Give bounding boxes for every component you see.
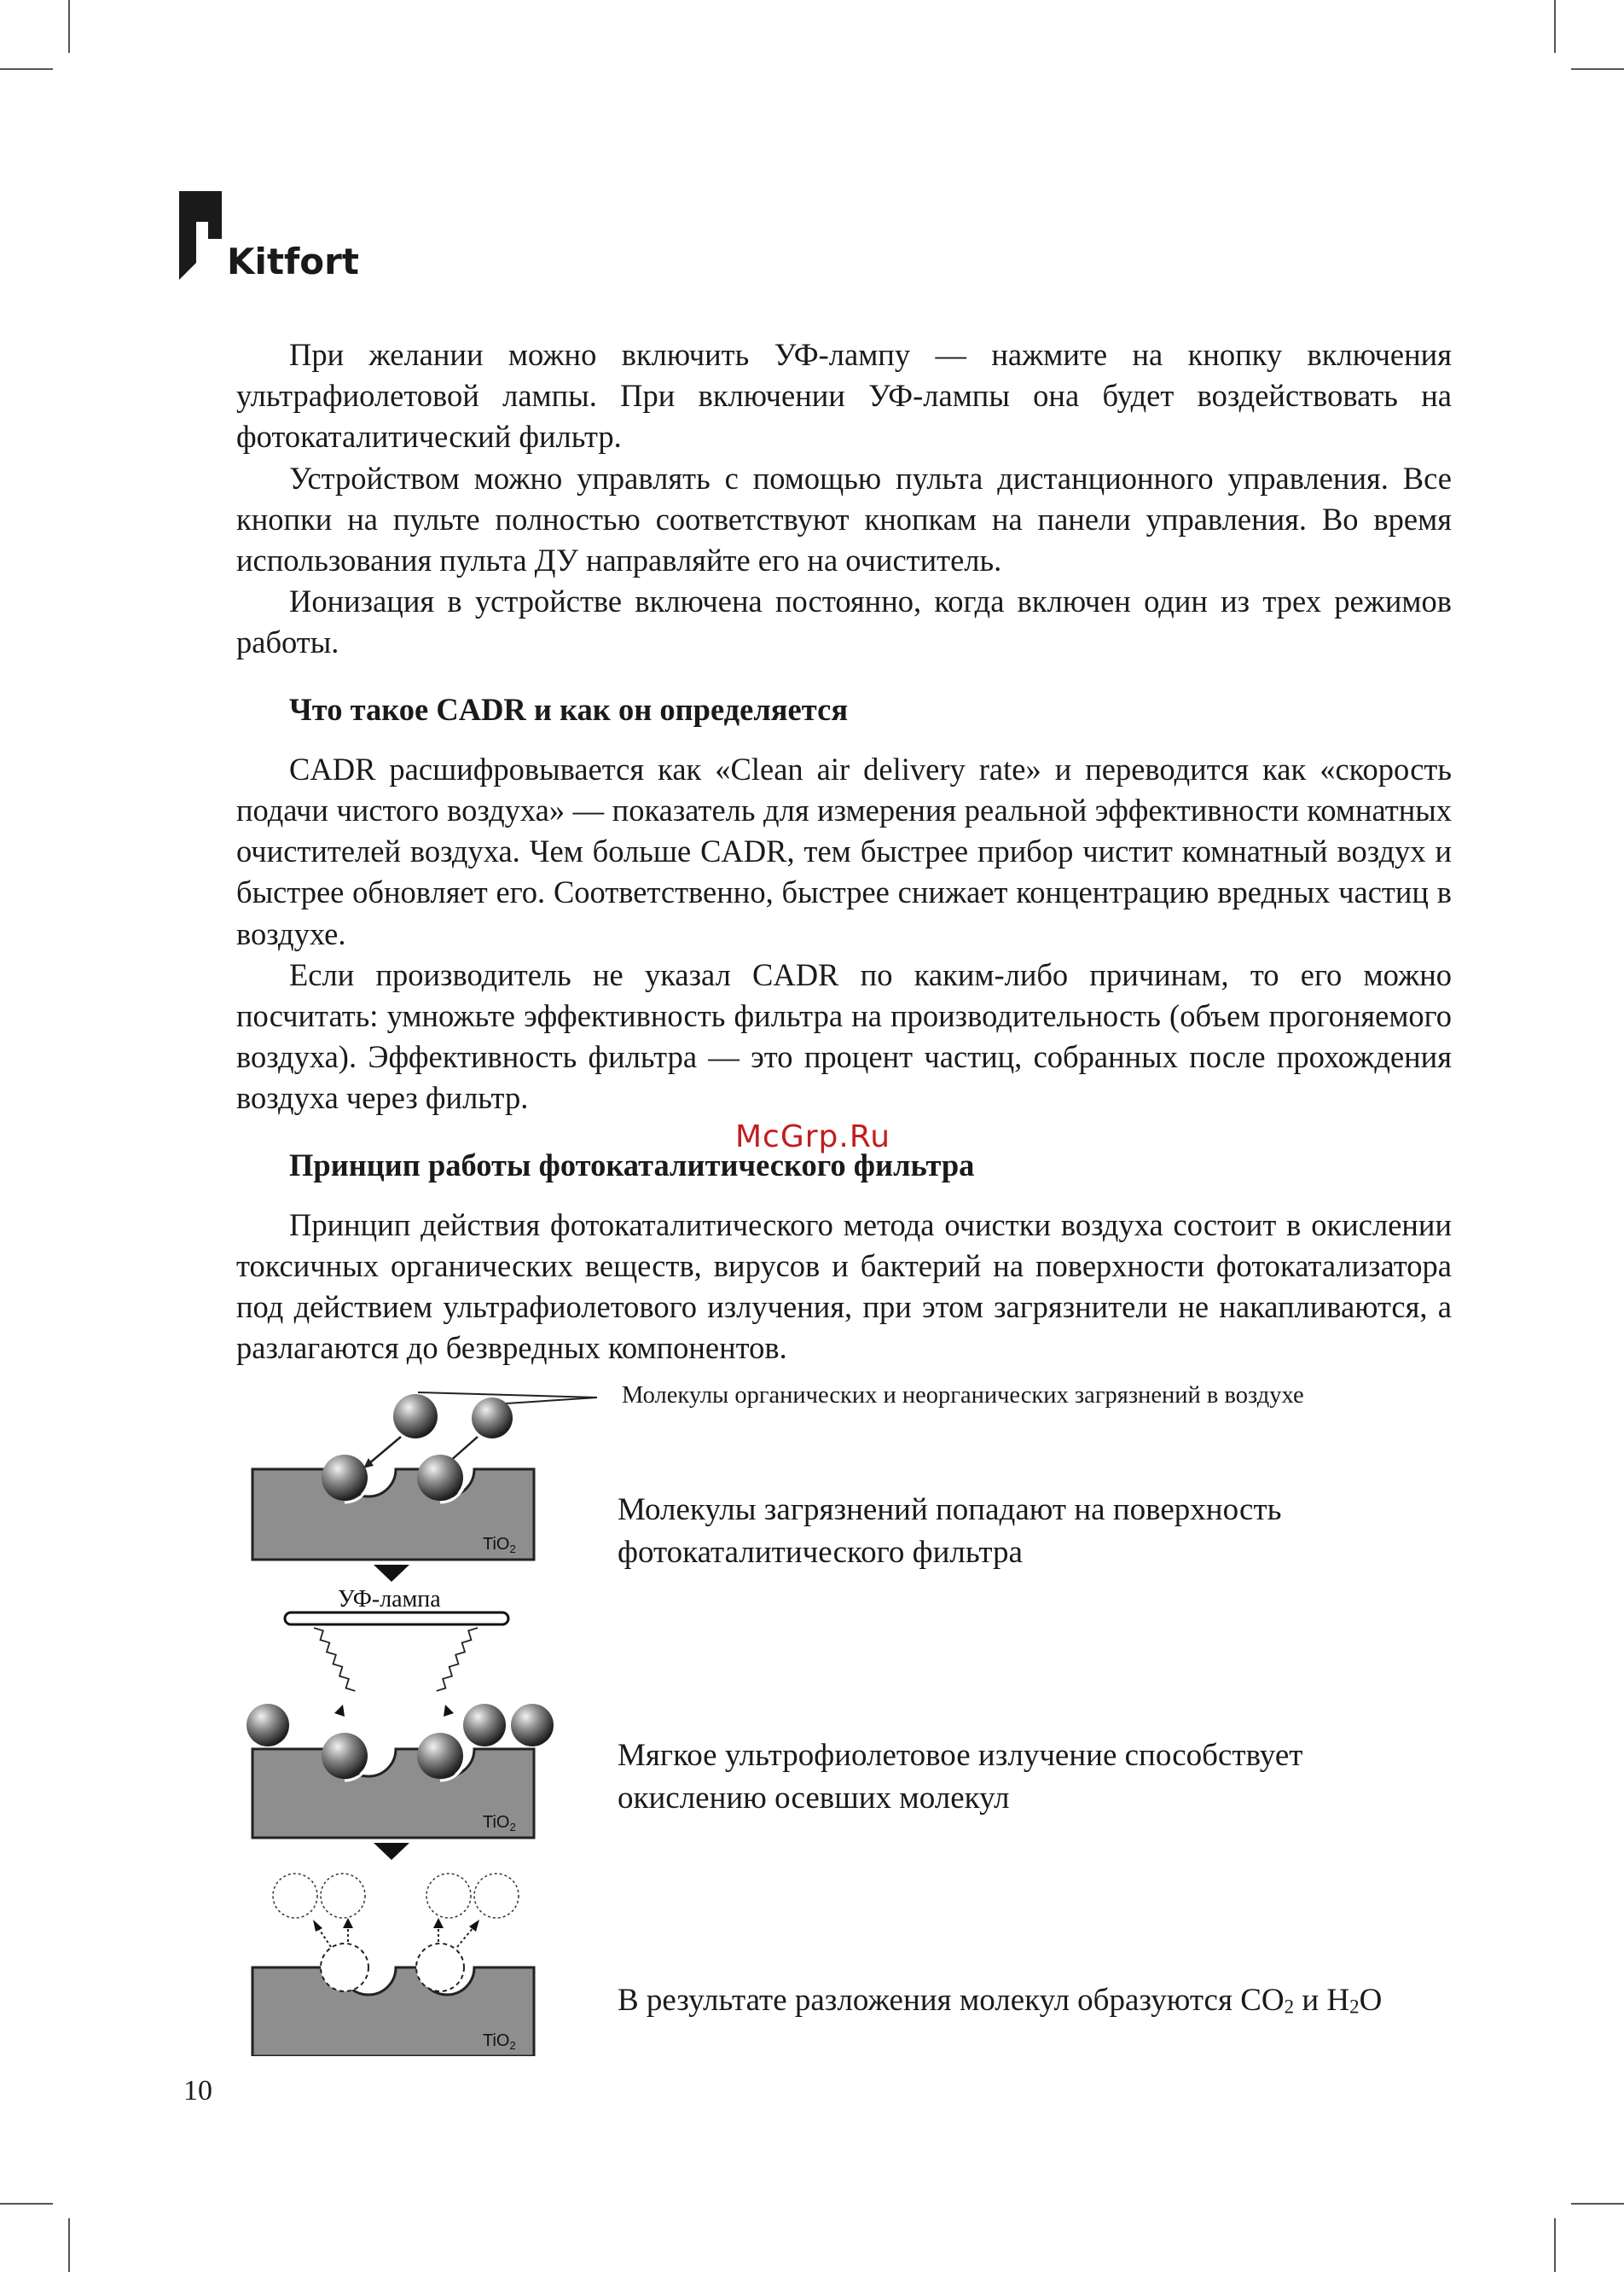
uv-lamp-graphic xyxy=(285,1586,508,1717)
page-number: 10 xyxy=(183,2075,212,2106)
crop-mark xyxy=(1571,68,1624,70)
crop-mark xyxy=(68,2218,70,2272)
crop-mark xyxy=(1554,0,1556,53)
paragraph: Устройством можно управлять с помощью пульта дистанционного управления. Все кнопки на пульте полностью соответствуют кнопкам на панели управления. Во время использования пульта ДУ направляйте его на очиститель. xyxy=(236,460,1452,578)
crop-mark xyxy=(68,0,70,53)
paragraph: Если производитель не указал CADR по каким-либо причинам, то его можно посчитать: умножьте эффективность фильтра на производительность (объем прогоняемого воздуха). Эффективность фильтра — это процент частиц, собранных после прохождения воздуха через фильтр. xyxy=(236,956,1452,1116)
photocatalysis-diagram xyxy=(230,1374,623,2056)
section-heading-photocatalytic: Принцип работы фотокаталитического фильтра xyxy=(289,1147,975,1182)
uv-lamp-label: УФ-лампа xyxy=(338,1586,441,1612)
step2-graphic xyxy=(246,1704,554,1838)
brand-logo-mark-icon xyxy=(177,189,229,283)
step3-graphic xyxy=(252,1874,534,2056)
step1-caption: Молекулы загрязнений попадают на поверхность фотокаталитического фильтра xyxy=(618,1492,1282,1570)
step2-caption: Мягкое ультрофиолетовое излучение способствует окислению осевших молекул xyxy=(618,1738,1303,1816)
crop-mark xyxy=(1571,2203,1624,2205)
paragraph: При желании можно включить УФ-лампу — нажмите на кнопку включения ультрафиолетовой лампы. При включении УФ-лампы она будет воздействовать на фотокаталитический фильтр. xyxy=(236,337,1452,455)
paragraph: CADR расшифровывается как «Clean air delivery rate» и переводится как «скорость подачи чистого воздуха» — показатель для измерения реальной эффективности комнатных очистителей воздуха. Чем больше CADR, тем быстрее прибор чистит комнатный воздух и быстрее обновляет его. Соответственно, быстрее снижает концентрацию вредных частиц в воздухе. xyxy=(236,751,1452,951)
step3-caption: В результате разложения молекул образуются $CO_2$ и $H_2O$ xyxy=(618,1983,1383,2018)
tio2-label: TiO xyxy=(483,1535,510,1554)
brand-name: Kitfort xyxy=(227,241,359,282)
section-heading-cadr: Что такое CADR и как он определяется xyxy=(289,691,849,727)
svg-text:TiO2: TiO$_2$ xyxy=(483,1813,516,1833)
brand-logo xyxy=(177,189,365,292)
svg-text:TiO2: TiO$_2$ xyxy=(483,1535,516,1555)
paragraph: Принцип действия фотокаталитического метода очистки воздуха состоит в окислении токсичных органических веществ, вирусов и бактерий на поверхности фотокатализатора под действием ультрафиолетового излучения, при этом загрязнители не накапливаются, а разлагаются до безвредных компонентов. xyxy=(236,1206,1452,1366)
crop-mark xyxy=(0,68,53,70)
arrow-down-icon xyxy=(374,1843,409,1860)
watermark: McGrp.Ru xyxy=(735,1119,891,1154)
paragraph: Ионизация в устройстве включена постоянно, когда включен один из трех режимов работы. xyxy=(236,584,1452,660)
diagram-graphic xyxy=(230,1374,623,2056)
crop-mark xyxy=(1554,2218,1556,2272)
svg-text:TiO2: TiO$_2$ xyxy=(483,2031,516,2052)
arrow-down-icon xyxy=(374,1565,409,1582)
step1-graphic xyxy=(252,1392,597,1560)
crop-mark xyxy=(0,2203,53,2205)
diagram-top-label: Молекулы органических и неорганических загрязнений в воздухе xyxy=(622,1382,1304,1409)
main-content xyxy=(236,334,1452,1369)
